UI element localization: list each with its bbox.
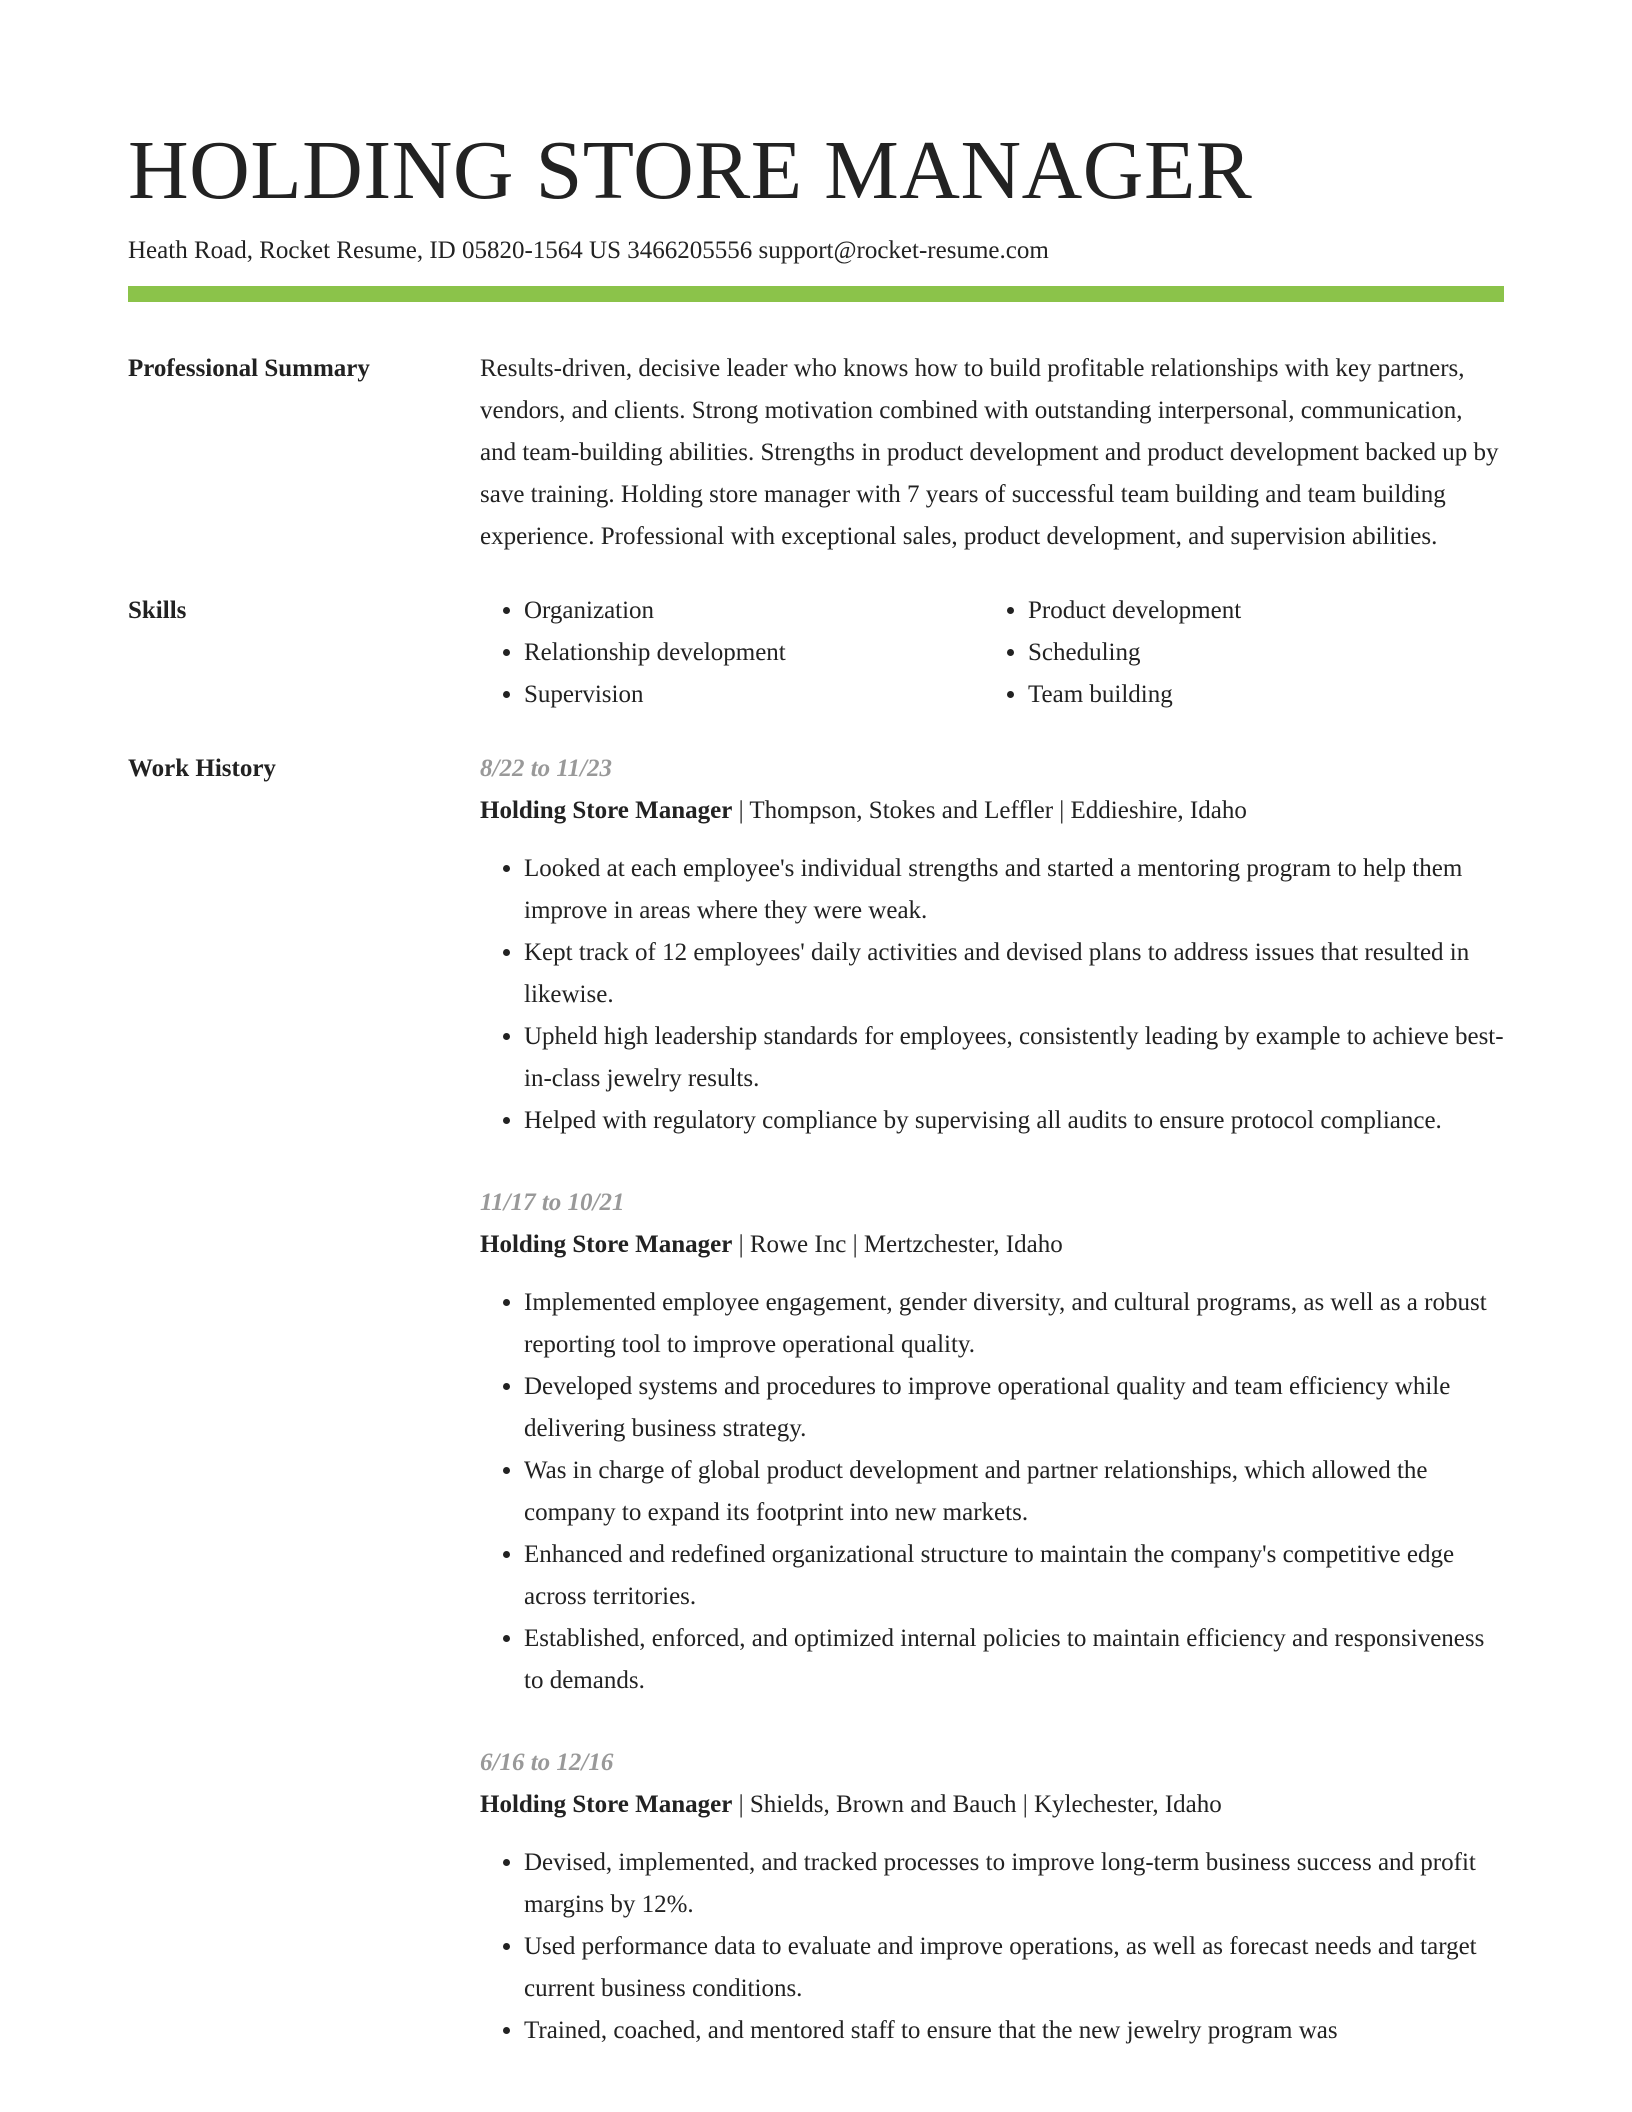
- job-entry: [480, 1182, 1504, 1702]
- job-entry: [480, 748, 1504, 1142]
- job-bullet: • Helped with regulatory compliance by supervising all audits to ensure protocol compliance.: [524, 1100, 1504, 1142]
- job-heading: [480, 1784, 1504, 1826]
- job-bullet: • Used performance data to evaluate and improve operations, as well as forecast needs and target current business conditions.: [524, 1926, 1504, 2010]
- job-date: 6/16 to 12/16: [480, 1749, 614, 1776]
- summary-text: Results-driven, decisive leader who knows how to build profitable relationships with key partners, vendors, and clients. Strong motivation combined with outstanding interpersonal, communication, and team-building abilities. Strengths in product development and product development backed up by save training. Holding store manager with 7 years of successful team building and team building experience. Professional with exceptional sales, product development, and supervision abilities.: [480, 355, 1499, 550]
- job-bullet: • Enhanced and redefined organizational structure to maintain the company's competitive edge across territories.: [524, 1534, 1504, 1618]
- section-label-summary: Professional Summary: [128, 355, 370, 382]
- skills-grid: [480, 590, 1504, 716]
- skills-section: [128, 594, 1504, 716]
- job-entry: [480, 1742, 1504, 2052]
- section-label-skills: Skills: [128, 597, 187, 624]
- job-title: Holding Store Manager: [480, 1231, 733, 1258]
- skill-item: • Team building: [1028, 674, 1488, 716]
- job-details: | Shields, Brown and Bauch | Kylechester, Idaho: [732, 1791, 1222, 1818]
- resume-title: HOLDING STORE MANAGER: [128, 124, 1253, 217]
- job-bullet: • Trained, coached, and mentored staff to ensure that the new jewelry program was: [524, 2010, 1504, 2052]
- skill-item: • Supervision: [524, 674, 984, 716]
- job-title: Holding Store Manager: [480, 797, 733, 824]
- job-bullets: [480, 1282, 1504, 1702]
- job-heading: [480, 1224, 1504, 1266]
- job-bullet: • Established, enforced, and optimized internal policies to maintain efficiency and responsiveness to demands.: [524, 1618, 1504, 1702]
- resume-page: [128, 118, 1504, 2092]
- job-details: | Thompson, Stokes and Leffler | Eddieshire, Idaho: [732, 797, 1247, 824]
- job-heading: [480, 790, 1504, 832]
- work-history-body: [480, 748, 1504, 2092]
- job-title: Holding Store Manager: [480, 1791, 733, 1818]
- job-bullet: • Upheld high leadership standards for employees, consistently leading by example to achieve best-in-class jewelry results.: [524, 1016, 1504, 1100]
- job-date: 8/22 to 11/23: [480, 755, 612, 782]
- job-details: | Rowe Inc | Mertzchester, Idaho: [732, 1231, 1063, 1258]
- skill-item: • Relationship development: [524, 632, 984, 674]
- summary-body: [480, 348, 1504, 558]
- job-bullet: • Devised, implemented, and tracked processes to improve long-term business success and profit margins by 12%.: [524, 1842, 1504, 1926]
- skills-body: [480, 590, 1504, 716]
- job-bullet: • Kept track of 12 employees' daily activities and devised plans to address issues that resulted in likewise.: [524, 932, 1504, 1016]
- section-label-work-history: Work History: [128, 755, 276, 782]
- job-bullet: • Developed systems and procedures to improve operational quality and team efficiency while delivering business strategy.: [524, 1366, 1504, 1450]
- skills-column-2: [984, 590, 1488, 716]
- job-bullets: [480, 848, 1504, 1142]
- job-bullet: • Looked at each employee's individual strengths and started a mentoring program to help them improve in areas where they were weak.: [524, 848, 1504, 932]
- skill-item: • Product development: [1028, 590, 1488, 632]
- job-bullet: • Was in charge of global product development and partner relationships, which allowed the company to expand its footprint into new markets.: [524, 1450, 1504, 1534]
- summary-section: [128, 352, 1504, 558]
- skill-item: • Organization: [524, 590, 984, 632]
- skills-column-1: [480, 590, 984, 716]
- job-bullet: • Implemented employee engagement, gender diversity, and cultural programs, as well as a robust reporting tool to improve operational quality.: [524, 1282, 1504, 1366]
- header-divider: [128, 286, 1504, 302]
- job-bullets: [480, 1842, 1504, 2052]
- job-date: 11/17 to 10/21: [480, 1189, 625, 1216]
- work-history-section: [128, 752, 1504, 2092]
- contact-info: Heath Road, Rocket Resume, ID 05820-1564 US 3466205556 support@rocket-resume.com: [128, 237, 1049, 264]
- skill-item: • Scheduling: [1028, 632, 1488, 674]
